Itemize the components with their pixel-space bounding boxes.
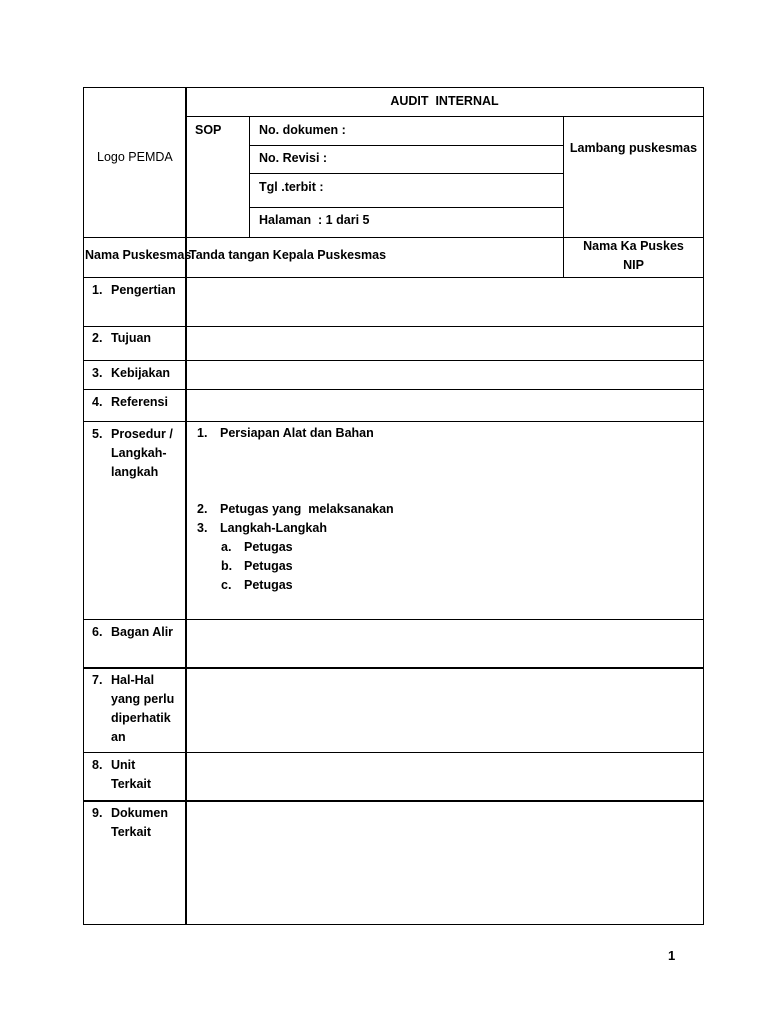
tanda-tangan-label: Tanda tangan Kepala Puskesmas: [189, 248, 387, 262]
logo-pemda-label: Logo PEMDA: [97, 150, 173, 164]
section-label-bagan-alir: Bagan Alir: [111, 625, 174, 639]
section-label-referensi: Referensi: [111, 395, 168, 409]
section-label-hal-line3: diperhatik: [111, 711, 171, 725]
prosedur-item-petugas-pelaksana: Petugas yang melaksanakan: [220, 502, 394, 516]
prosedur-item-langkah: Langkah-Langkah: [220, 521, 327, 535]
divider: [185, 116, 704, 117]
nama-puskesmas-label: Nama Puskesmas: [85, 248, 192, 262]
prosedur-subitem-petugas-b: Petugas: [244, 559, 293, 573]
section-number: 2.: [92, 331, 103, 345]
section-number: 4.: [92, 395, 103, 409]
tgl-terbit-field: Tgl .terbit :: [259, 180, 324, 194]
divider: [83, 389, 704, 390]
section-label-unit-line1: Unit: [111, 758, 136, 772]
divider: [249, 116, 250, 238]
section-label-dokumen-line1: Dokumen: [111, 806, 168, 820]
prosedur-subitem-petugas-c: Petugas: [244, 578, 293, 592]
section-number: 8.: [92, 758, 103, 772]
nip-label: NIP: [623, 258, 644, 272]
divider: [83, 800, 704, 802]
section-label-hal-line2: yang perlu: [111, 692, 175, 706]
section-label-pengertian: Pengertian: [111, 283, 176, 297]
divider: [83, 619, 704, 620]
prosedur-subitem-letter: c.: [221, 578, 232, 592]
prosedur-item-number: 3.: [197, 521, 208, 535]
divider: [249, 173, 563, 174]
divider: [83, 421, 704, 422]
no-dokumen-field: No. dokumen :: [259, 123, 346, 137]
sop-label: SOP: [195, 123, 222, 137]
divider: [249, 207, 563, 208]
section-number: 9.: [92, 806, 103, 820]
divider: [83, 667, 704, 669]
prosedur-subitem-letter: a.: [221, 540, 232, 554]
section-label-kebijakan: Kebijakan: [111, 366, 171, 380]
section-label-hal-line4: an: [111, 730, 126, 744]
section-number: 1.: [92, 283, 103, 297]
section-label-prosedur-line3: langkah: [111, 465, 159, 479]
section-number: 6.: [92, 625, 103, 639]
section-number: 3.: [92, 366, 103, 380]
divider: [83, 752, 704, 753]
prosedur-subitem-petugas-a: Petugas: [244, 540, 293, 554]
divider: [83, 277, 704, 278]
divider: [249, 145, 563, 146]
section-label-prosedur-line2: Langkah-: [111, 446, 167, 460]
divider: [83, 237, 704, 238]
prosedur-subitem-letter: b.: [221, 559, 233, 573]
divider: [83, 360, 704, 361]
document-title: AUDIT INTERNAL: [390, 94, 499, 108]
prosedur-item-number: 2.: [197, 502, 208, 516]
no-revisi-field: No. Revisi :: [259, 151, 328, 165]
section-label-tujuan: Tujuan: [111, 331, 152, 345]
prosedur-item-persiapan: Persiapan Alat dan Bahan: [220, 426, 374, 440]
lambang-puskesmas-label: Lambang puskesmas: [569, 141, 698, 155]
section-label-unit-line2: Terkait: [111, 777, 152, 791]
nama-ka-puskes-label: Nama Ka Puskes: [583, 239, 684, 253]
prosedur-item-number: 1.: [197, 426, 208, 440]
section-label-dokumen-line2: Terkait: [111, 825, 152, 839]
divider: [83, 326, 704, 327]
section-label-hal-line1: Hal-Hal: [111, 673, 155, 687]
section-number: 5.: [92, 427, 103, 441]
section-number: 7.: [92, 673, 103, 687]
halaman-field: Halaman : 1 dari 5: [259, 213, 370, 227]
page-number: 1: [668, 948, 676, 963]
section-label-prosedur-line1: Prosedur /: [111, 427, 173, 441]
